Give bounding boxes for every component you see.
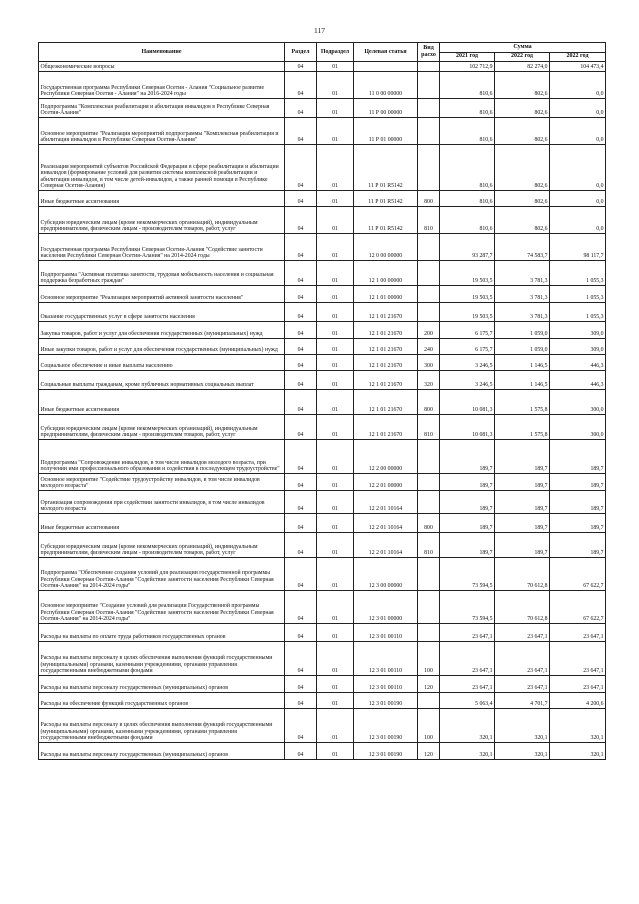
row-value-2022-second-cell: 23 647,1 (550, 676, 606, 693)
row-subsection-cell: 01 (317, 261, 354, 286)
row-target-cell: 12 1 01 21670 (354, 303, 418, 322)
row-kind-cell (418, 234, 440, 261)
header-sum: Сумма (440, 43, 606, 53)
row-value-2022-cell: 1 146,5 (495, 355, 550, 371)
row-subsection-cell: 01 (317, 533, 354, 558)
row-kind-cell: 100 (418, 709, 440, 743)
row-value-2021-cell: 810,6 (440, 207, 495, 234)
row-subsection-cell: 01 (317, 676, 354, 693)
row-value-2022-cell: 802,6 (495, 191, 550, 207)
row-name-cell: Расходы на выплаты персоналу государственных (муниципальных) органов (39, 676, 285, 693)
row-name-cell: Субсидии юридическим лицам (кроме некоммерческих организаций), индивидуальным предпринимателям, физическим лицам - производителям товаров, работ, услуг (39, 207, 285, 234)
row-value-2021-cell: 3 246,5 (440, 371, 495, 390)
table-row (39, 322, 606, 339)
row-kind-cell (418, 624, 440, 642)
table-row (39, 676, 606, 693)
row-kind-cell (418, 62, 440, 72)
row-name-cell: Расходы на выплаты персоналу в целях обеспечения выполнения функций государственными (муниципальными) органами, казенными учреждениями, органами управления государственными внебюджетными фондами (39, 709, 285, 743)
row-section-cell: 04 (285, 339, 317, 355)
table-row (39, 558, 606, 591)
row-name-cell: Закупка товаров, работ и услуг для обеспечения государственных (муниципальных) нужд (39, 322, 285, 339)
row-value-2022-cell: 1 146,5 (495, 371, 550, 390)
row-name-cell: Расходы на выплаты по оплате труда работников государственных органов (39, 624, 285, 642)
row-value-2021-cell: 810,6 (440, 72, 495, 99)
table-row (39, 474, 606, 491)
row-value-2021-cell: 810,6 (440, 191, 495, 207)
row-name-cell: Оказание государственных услуг в сфере занятости населения (39, 303, 285, 322)
row-target-cell: 11 0 00 00000 (354, 72, 418, 99)
row-subsection-cell: 01 (317, 514, 354, 533)
row-name-cell: Основное мероприятие "Реализация мероприятий активной занятости населения" (39, 286, 285, 303)
row-name-cell: Организация сопровождения при содействии занятости инвалидов, в том числе инвалидов молодого возраста (39, 491, 285, 514)
table-row (39, 415, 606, 440)
row-kind-cell (418, 99, 440, 118)
row-subsection-cell: 01 (317, 709, 354, 743)
row-target-cell: 12 1 01 21670 (354, 355, 418, 371)
header-subsection: Подраздел (317, 43, 354, 62)
row-section-cell: 04 (285, 676, 317, 693)
row-name-cell: Подпрограмма "Комплексная реабилитация и абилитация инвалидов в Республике Северная Осетия-Алания" (39, 99, 285, 118)
row-target-cell: 12 3 01 00190 (354, 743, 418, 760)
row-value-2022-cell: 82 274,0 (495, 62, 550, 72)
row-section-cell: 04 (285, 533, 317, 558)
table-row (39, 514, 606, 533)
table-row (39, 491, 606, 514)
row-value-2021-cell: 3 246,5 (440, 355, 495, 371)
row-name-cell: Социальное обеспечение и иные выплаты населению (39, 355, 285, 371)
row-subsection-cell: 01 (317, 624, 354, 642)
row-section-cell: 04 (285, 440, 317, 474)
row-subsection-cell: 01 (317, 415, 354, 440)
row-section-cell: 04 (285, 234, 317, 261)
row-kind-cell: 800 (418, 514, 440, 533)
row-value-2022-second-cell: 309,0 (550, 339, 606, 355)
row-subsection-cell: 01 (317, 99, 354, 118)
row-subsection-cell: 01 (317, 191, 354, 207)
budget-table (38, 42, 606, 760)
row-name-cell: Реализация мероприятий субъектов Российской Федерации в сфере реабилитации и абилитации инвалидов (формирование условий для развития системы комплексной реабилитации и абилитации инвалидов, в том числе детей-инвалидов, а также ранней помощи в Республике Северная Осетия-Алания) (39, 145, 285, 191)
row-value-2022-second-cell: 67 622,7 (550, 591, 606, 624)
table-row (39, 743, 606, 760)
row-name-cell: Субсидии юридическим лицам (кроме некоммерческих организаций), индивидуальным предпринимателям, физическим лицам - производителям товаров, работ, услуг (39, 415, 285, 440)
row-value-2022-cell: 1 575,8 (495, 415, 550, 440)
row-value-2022-cell: 23 647,1 (495, 676, 550, 693)
header-year-2022-second: 2022 год (550, 52, 606, 62)
row-value-2021-cell: 102 712,9 (440, 62, 495, 72)
row-value-2021-cell: 23 647,1 (440, 624, 495, 642)
row-section-cell: 04 (285, 145, 317, 191)
row-subsection-cell: 01 (317, 558, 354, 591)
row-value-2022-cell: 23 647,1 (495, 624, 550, 642)
table-row (39, 355, 606, 371)
row-target-cell: 12 1 01 21670 (354, 339, 418, 355)
row-section-cell: 04 (285, 303, 317, 322)
row-value-2022-second-cell: 0,0 (550, 207, 606, 234)
row-subsection-cell: 01 (317, 286, 354, 303)
row-name-cell: Основное мероприятие "Создание условий для реализации Государственной программы Республики Северная Осетия-Алания "Содействие занятости населения Республики Северная Осетия-Алания" на 2014-2024 годы" (39, 591, 285, 624)
header-section: Раздел (285, 43, 317, 62)
row-name-cell: Расходы на выплаты персоналу в целях обеспечения выполнения функций государственными (муниципальными) органами, казенными учреждениями, органами управления государственными внебюджетными фондами (39, 642, 285, 676)
row-target-cell: 12 3 01 00190 (354, 693, 418, 709)
row-value-2021-cell: 23 647,1 (440, 642, 495, 676)
row-value-2021-cell: 19 503,5 (440, 286, 495, 303)
row-subsection-cell: 01 (317, 145, 354, 191)
table-row (39, 533, 606, 558)
row-section-cell: 04 (285, 355, 317, 371)
row-value-2021-cell: 93 287,7 (440, 234, 495, 261)
row-kind-cell: 810 (418, 207, 440, 234)
row-name-cell: Основное мероприятие "Содействие трудоустройству инвалидов, в том числе инвалидов молодого возраста" (39, 474, 285, 491)
row-value-2022-cell: 23 647,1 (495, 642, 550, 676)
row-value-2021-cell: 6 175,7 (440, 339, 495, 355)
row-value-2022-cell: 1 059,0 (495, 322, 550, 339)
row-value-2021-cell: 320,1 (440, 709, 495, 743)
row-section-cell: 04 (285, 474, 317, 491)
table-row (39, 591, 606, 624)
row-target-cell: 12 1 00 00000 (354, 261, 418, 286)
row-kind-cell: 100 (418, 642, 440, 676)
row-value-2022-second-cell: 446,3 (550, 355, 606, 371)
table-row (39, 99, 606, 118)
table-row (39, 390, 606, 415)
row-subsection-cell: 01 (317, 743, 354, 760)
row-subsection-cell: 01 (317, 371, 354, 390)
row-target-cell: 12 0 00 00000 (354, 234, 418, 261)
row-target-cell: 11 Р 01 R5142 (354, 191, 418, 207)
row-subsection-cell: 01 (317, 303, 354, 322)
row-section-cell: 04 (285, 72, 317, 99)
row-value-2021-cell: 6 175,7 (440, 322, 495, 339)
row-name-cell: Расходы на выплаты персоналу государственных (муниципальных) органов (39, 743, 285, 760)
row-value-2021-cell: 320,1 (440, 743, 495, 760)
row-kind-cell (418, 118, 440, 145)
row-name-cell: Подпрограмма "Активная политика занятости, трудовая мобильность населения и социальная поддержка безработных граждан" (39, 261, 285, 286)
row-name-cell: Подпрограмма "Сопровождение инвалидов, в том числе инвалидов молодого возраста, при получении ими профессионального образования и содействия в последующем трудоустройстве" (39, 440, 285, 474)
row-section-cell: 04 (285, 709, 317, 743)
row-value-2021-cell: 5 063,4 (440, 693, 495, 709)
row-subsection-cell: 01 (317, 207, 354, 234)
row-value-2022-second-cell: 0,0 (550, 72, 606, 99)
row-section-cell: 04 (285, 624, 317, 642)
row-value-2021-cell: 810,6 (440, 99, 495, 118)
table-row (39, 642, 606, 676)
header-year-2022: 2022 год (495, 52, 550, 62)
row-value-2022-cell: 189,7 (495, 514, 550, 533)
header-kind: Вид расхо (418, 43, 440, 62)
row-section-cell: 04 (285, 390, 317, 415)
table-row (39, 371, 606, 390)
row-section-cell: 04 (285, 693, 317, 709)
row-value-2022-second-cell: 1 055,3 (550, 261, 606, 286)
row-value-2021-cell: 23 647,1 (440, 676, 495, 693)
header-target: Целевая статья (354, 43, 418, 62)
row-kind-cell: 320 (418, 371, 440, 390)
row-value-2022-cell: 802,6 (495, 145, 550, 191)
row-value-2022-cell: 3 781,3 (495, 303, 550, 322)
row-name-cell: Общеэкономические вопросы (39, 62, 285, 72)
row-subsection-cell: 01 (317, 693, 354, 709)
row-value-2021-cell: 189,7 (440, 440, 495, 474)
row-kind-cell (418, 491, 440, 514)
row-value-2022-second-cell: 189,7 (550, 491, 606, 514)
table-row (39, 440, 606, 474)
row-value-2022-second-cell: 4 200,6 (550, 693, 606, 709)
row-subsection-cell: 01 (317, 390, 354, 415)
row-value-2022-cell: 3 781,3 (495, 286, 550, 303)
row-kind-cell (418, 591, 440, 624)
row-value-2022-second-cell: 0,0 (550, 118, 606, 145)
row-value-2022-second-cell: 189,7 (550, 514, 606, 533)
row-target-cell: 12 3 00 00000 (354, 558, 418, 591)
row-subsection-cell: 01 (317, 474, 354, 491)
row-subsection-cell: 01 (317, 339, 354, 355)
row-subsection-cell: 01 (317, 118, 354, 145)
row-section-cell: 04 (285, 491, 317, 514)
row-name-cell: Подпрограмма "Обеспечение создания условий для реализации государственной программы Республики Северная Осетия-Алания "Содействие занятости населения Республики Северная Осетия-Алания" на 2014-2024 годы" (39, 558, 285, 591)
row-value-2022-second-cell: 0,0 (550, 99, 606, 118)
row-kind-cell: 810 (418, 415, 440, 440)
row-value-2021-cell: 73 594,5 (440, 591, 495, 624)
table-row (39, 261, 606, 286)
row-target-cell: 12 2 01 10164 (354, 533, 418, 558)
row-kind-cell: 240 (418, 339, 440, 355)
row-value-2022-second-cell: 189,7 (550, 474, 606, 491)
row-value-2022-cell: 802,6 (495, 118, 550, 145)
row-target-cell (354, 62, 418, 72)
row-subsection-cell: 01 (317, 591, 354, 624)
row-value-2022-cell: 802,6 (495, 72, 550, 99)
row-value-2022-second-cell: 1 055,3 (550, 303, 606, 322)
table-row (39, 191, 606, 207)
row-kind-cell (418, 145, 440, 191)
row-section-cell: 04 (285, 743, 317, 760)
row-value-2022-cell: 70 612,8 (495, 591, 550, 624)
row-kind-cell (418, 440, 440, 474)
row-kind-cell: 200 (418, 322, 440, 339)
row-value-2022-second-cell: 98 117,7 (550, 234, 606, 261)
row-subsection-cell: 01 (317, 234, 354, 261)
row-value-2021-cell: 189,7 (440, 491, 495, 514)
row-target-cell: 12 2 00 00000 (354, 440, 418, 474)
row-subsection-cell: 01 (317, 642, 354, 676)
row-value-2022-cell: 189,7 (495, 533, 550, 558)
row-section-cell: 04 (285, 415, 317, 440)
row-value-2022-cell: 189,7 (495, 440, 550, 474)
row-value-2022-second-cell: 189,7 (550, 533, 606, 558)
row-section-cell: 04 (285, 642, 317, 676)
row-section-cell: 04 (285, 514, 317, 533)
row-value-2021-cell: 189,7 (440, 533, 495, 558)
row-value-2022-cell: 4 701,7 (495, 693, 550, 709)
row-target-cell: 12 2 01 10164 (354, 514, 418, 533)
row-value-2022-second-cell: 67 622,7 (550, 558, 606, 591)
row-value-2022-second-cell: 320,1 (550, 709, 606, 743)
row-target-cell: 11 Р 00 00000 (354, 99, 418, 118)
row-value-2022-second-cell: 23 647,1 (550, 642, 606, 676)
row-kind-cell: 300 (418, 355, 440, 371)
row-name-cell: Социальные выплаты гражданам, кроме публичных нормативных социальных выплат (39, 371, 285, 390)
row-target-cell: 11 Р 01 00000 (354, 118, 418, 145)
row-section-cell: 04 (285, 118, 317, 145)
row-kind-cell (418, 558, 440, 591)
row-section-cell: 04 (285, 261, 317, 286)
row-kind-cell: 120 (418, 743, 440, 760)
row-kind-cell: 800 (418, 191, 440, 207)
table-row (39, 62, 606, 72)
row-value-2022-cell: 802,6 (495, 207, 550, 234)
row-subsection-cell: 01 (317, 491, 354, 514)
row-value-2022-cell: 1 575,8 (495, 390, 550, 415)
row-target-cell: 12 2 01 10164 (354, 491, 418, 514)
row-value-2021-cell: 189,7 (440, 474, 495, 491)
row-name-cell: Расходы на обеспечение функций государственных органов (39, 693, 285, 709)
row-name-cell: Основное мероприятие "Реализация мероприятий подпрограммы "Комплексная реабилитация и абилитация инвалидов в Республике Северная Осетия-Алания" (39, 118, 285, 145)
row-section-cell: 04 (285, 591, 317, 624)
row-value-2022-second-cell: 0,0 (550, 145, 606, 191)
row-target-cell: 12 1 01 21670 (354, 415, 418, 440)
row-target-cell: 12 3 01 00000 (354, 591, 418, 624)
row-kind-cell (418, 286, 440, 303)
header-name: Наименование (39, 43, 285, 62)
row-value-2021-cell: 10 081,3 (440, 415, 495, 440)
row-value-2022-second-cell: 300,0 (550, 415, 606, 440)
table-row (39, 234, 606, 261)
table-row (39, 286, 606, 303)
table-row (39, 207, 606, 234)
row-subsection-cell: 01 (317, 440, 354, 474)
row-section-cell: 04 (285, 322, 317, 339)
row-kind-cell: 810 (418, 533, 440, 558)
table-row (39, 709, 606, 743)
row-value-2022-second-cell: 320,1 (550, 743, 606, 760)
row-subsection-cell: 01 (317, 72, 354, 99)
row-value-2021-cell: 810,6 (440, 145, 495, 191)
row-value-2022-cell: 3 781,3 (495, 261, 550, 286)
row-kind-cell: 800 (418, 390, 440, 415)
row-value-2022-second-cell: 23 647,1 (550, 624, 606, 642)
row-target-cell: 12 3 01 00110 (354, 642, 418, 676)
row-kind-cell (418, 261, 440, 286)
row-value-2022-second-cell: 0,0 (550, 191, 606, 207)
row-target-cell: 12 2 01 00000 (354, 474, 418, 491)
row-kind-cell (418, 303, 440, 322)
row-value-2021-cell: 19 503,5 (440, 303, 495, 322)
row-subsection-cell: 01 (317, 355, 354, 371)
row-kind-cell (418, 693, 440, 709)
row-value-2022-cell: 70 612,8 (495, 558, 550, 591)
row-name-cell: Субсидии юридическим лицам (кроме некоммерческих организаций), индивидуальным предпринимателям, физическим лицам - производителям товаров, работ, услуг (39, 533, 285, 558)
row-target-cell: 12 1 01 21670 (354, 322, 418, 339)
row-section-cell: 04 (285, 62, 317, 72)
row-target-cell: 11 Р 01 R5142 (354, 145, 418, 191)
table-row (39, 693, 606, 709)
row-value-2021-cell: 10 081,3 (440, 390, 495, 415)
row-value-2022-second-cell: 1 055,3 (550, 286, 606, 303)
row-section-cell: 04 (285, 191, 317, 207)
row-name-cell: Иные бюджетные ассигнования (39, 390, 285, 415)
row-value-2022-cell: 320,1 (495, 709, 550, 743)
row-kind-cell: 120 (418, 676, 440, 693)
row-value-2022-cell: 802,6 (495, 99, 550, 118)
row-value-2022-second-cell: 189,7 (550, 440, 606, 474)
row-target-cell: 12 1 01 21670 (354, 371, 418, 390)
row-target-cell: 11 Р 01 R5142 (354, 207, 418, 234)
row-kind-cell (418, 474, 440, 491)
row-kind-cell (418, 72, 440, 99)
table-row (39, 118, 606, 145)
row-section-cell: 04 (285, 207, 317, 234)
page-number: 117 (314, 26, 325, 35)
row-section-cell: 04 (285, 558, 317, 591)
row-value-2022-cell: 74 583,7 (495, 234, 550, 261)
row-name-cell: Государственная программа Республики Северная Осетия-Алания "Содействие занятости населения Республики Северная Осетия-Алания" на 2014-2024 годы (39, 234, 285, 261)
row-target-cell: 12 3 01 00110 (354, 676, 418, 693)
row-target-cell: 12 3 01 00110 (354, 624, 418, 642)
row-value-2022-second-cell: 309,0 (550, 322, 606, 339)
row-value-2022-cell: 189,7 (495, 474, 550, 491)
row-name-cell: Иные бюджетные ассигнования (39, 514, 285, 533)
row-target-cell: 12 3 01 00190 (354, 709, 418, 743)
row-value-2022-second-cell: 446,3 (550, 371, 606, 390)
row-value-2021-cell: 19 503,5 (440, 261, 495, 286)
row-name-cell: Государственная программа Республики Северная Осетия - Алания "Социальное развитие Республики Северная Осетия - Алания" на 2016-2024 годы (39, 72, 285, 99)
table-row (39, 624, 606, 642)
row-value-2021-cell: 810,6 (440, 118, 495, 145)
row-section-cell: 04 (285, 286, 317, 303)
header-year-2021: 2021 год (440, 52, 495, 62)
row-value-2022-cell: 189,7 (495, 491, 550, 514)
row-name-cell: Иные бюджетные ассигнования (39, 191, 285, 207)
row-name-cell: Иные закупки товаров, работ и услуг для обеспечения государственных (муниципальных) нужд (39, 339, 285, 355)
row-section-cell: 04 (285, 371, 317, 390)
row-target-cell: 12 1 01 00000 (354, 286, 418, 303)
row-value-2021-cell: 189,7 (440, 514, 495, 533)
table-row (39, 339, 606, 355)
row-value-2021-cell: 73 594,5 (440, 558, 495, 591)
table-row (39, 145, 606, 191)
row-subsection-cell: 01 (317, 62, 354, 72)
table-row (39, 72, 606, 99)
row-value-2022-cell: 320,1 (495, 743, 550, 760)
row-subsection-cell: 01 (317, 322, 354, 339)
table-row (39, 303, 606, 322)
row-value-2022-cell: 1 059,0 (495, 339, 550, 355)
row-target-cell: 12 1 01 21670 (354, 390, 418, 415)
row-section-cell: 04 (285, 99, 317, 118)
row-value-2022-second-cell: 300,0 (550, 390, 606, 415)
row-value-2022-second-cell: 104 473,4 (550, 62, 606, 72)
